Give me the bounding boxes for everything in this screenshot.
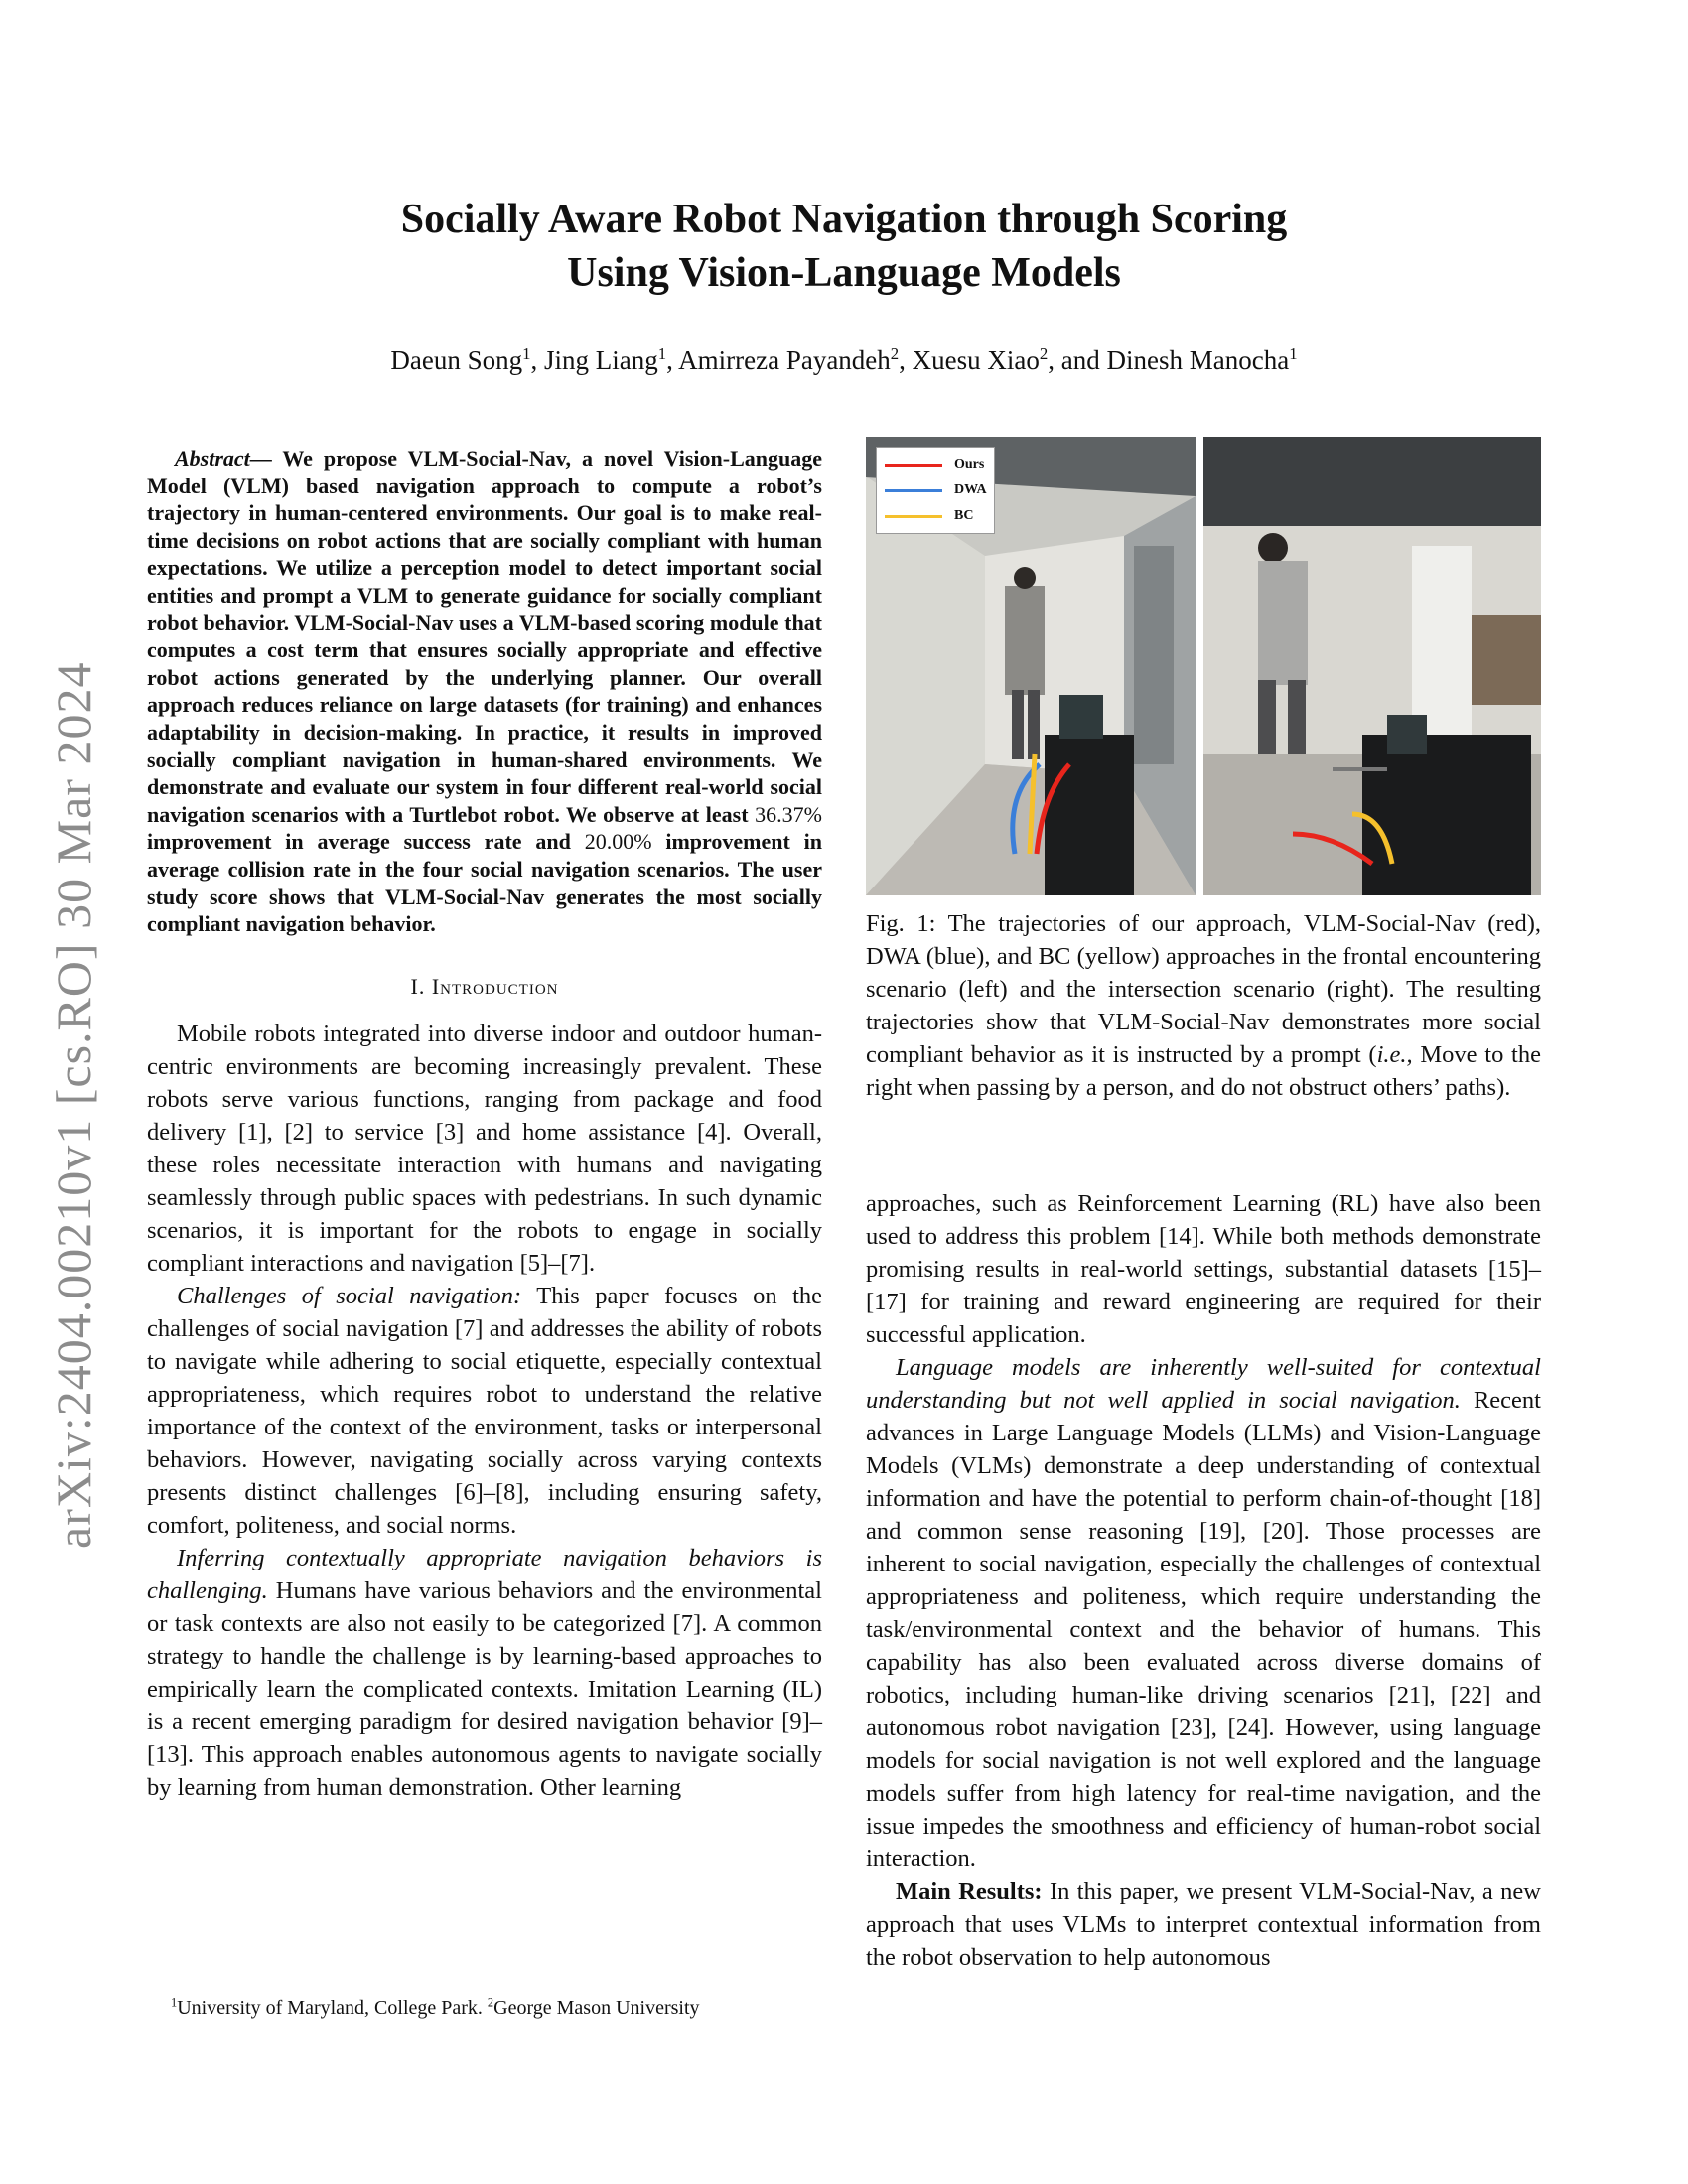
- author-separator: ,: [530, 345, 544, 375]
- author-list: [199, 345, 1489, 376]
- abstract-text: improvement in average collision rate in the four social navigation scenarios. The user study score shows that VLM-Social-Nav generates the most socially compliant navigation behavior.: [147, 829, 823, 937]
- section-title: Introduction: [431, 973, 559, 999]
- abstract-text: improvement in average success rate and: [147, 829, 585, 855]
- author-separator: , and: [1048, 345, 1107, 375]
- paragraph-text: In this paper, we present VLM-Social-Nav, a new approach that uses VLMs to interpret contextual information from the robot observation to help autonomous: [866, 1878, 1541, 1971]
- title-line-2: Using Vision-Language Models: [567, 250, 1121, 296]
- paragraph-text: This paper focuses on the challenges of social navigation [7] and addresses the ability of robots to navigate while adhering to social etiquette, especially contextual appropriateness, which requires robot to understand the relative importance of the context of the environment, tasks or interpersonal behaviors. However, navigating socially across varying contexts presents distinct challenges [6]–[8], including ensuring safety, comfort, politeness, and social norms.: [147, 1282, 822, 1539]
- author-name: Dinesh Manocha: [1106, 345, 1290, 375]
- footnote-mark: 2: [487, 1995, 494, 2010]
- abstract-success-rate-value: 36.37%: [755, 801, 822, 827]
- figure-1: [866, 437, 1541, 895]
- caption-text: Move to the right when passing by a person, and do not obstruct others’ paths).: [866, 1041, 1541, 1101]
- paragraph-lead: Inferring contextually appropriate navigation behaviors is challenging.: [147, 1544, 822, 1604]
- author-affiliation-mark: 1: [522, 344, 531, 363]
- figure-legend: [876, 447, 995, 534]
- footnote-mark: 1: [171, 1995, 178, 2010]
- legend-label: Ours: [954, 457, 985, 472]
- footnote-affiliation: University of Maryland, College Park.: [177, 1997, 488, 2019]
- author-name: Jing Liang: [544, 345, 658, 375]
- section-numeral: I.: [410, 973, 432, 999]
- intro-paragraph-4: approaches, such as Reinforcement Learning (RL) have also been used to address this problem [14]. While both methods demonstrate promising results in real-world settings, substantial datasets [15]–[17] for training and reward engineering are required for their successful application.: [866, 1190, 1541, 1348]
- intro-paragraph-1: Mobile robots integrated into diverse indoor and outdoor human-centric environments are becoming increasingly prevalent. These robots serve various functions, ranging from package and food delivery [1], [2] to service [3] and home assistance [4]. Overall, these roles necessitate interaction with humans and navigating seamlessly through public spaces with pedestrians. In such dynamic scenarios, it is important for the robots to engage in socially compliant interactions and navigation [5]–[7].: [147, 1020, 822, 1277]
- paragraph-lead: Main Results:: [896, 1878, 1043, 1905]
- author-name: Xuesu Xiao: [912, 345, 1040, 375]
- section-heading-introduction: [147, 974, 822, 1000]
- caption-text: Fig. 1: The trajectories of our approach, VLM-Social-Nav (red), DWA (blue), and BC (yellow) approaches in the frontal encountering scenario (left) and the intersection scenario (right). The resulting trajectories show that VLM-Social-Nav demonstrates more social compliant behavior as it is instructed by a prompt (: [866, 910, 1541, 1068]
- paragraph-text: Recent advances in Large Language Models (LLMs) and Vision-Language Models (VLMs) demonstrate a deep understanding of contextual information and have the potential to perform chain-of-thought [18] and common sense reasoning [19], [20]. Those processes are inherent to social navigation, especially the challenges of contextual appropriateness and politeness, which require understanding the task/environmental context and the behavior of humans. This capability has also been evaluated across diverse domains of robotics, including human-like driving scenarios [21], [22] and autonomous robot navigation [23], [24]. However, using language models for social navigation is not well explored and the language models suffer from high latency for real-time navigation, and the issue impedes the smoothness and efficiency of human-robot social interaction.: [866, 1387, 1541, 1872]
- author-name: Amirreza Payandeh: [678, 345, 891, 375]
- author-affiliation-mark: 2: [1039, 344, 1049, 363]
- author-separator: ,: [899, 345, 913, 375]
- intersection-photo: [1203, 437, 1541, 895]
- paragraph-lead: Language models are inherently well-suited for contextual understanding but not well applied in social navigation.: [866, 1354, 1541, 1414]
- intro-paragraph-6: [866, 1875, 1541, 1974]
- legend-label: DWA: [954, 482, 987, 497]
- abstract-label: Abstract: [175, 446, 250, 471]
- figure-1-caption: [866, 907, 1541, 1104]
- abstract-collision-rate-value: 20.00%: [584, 829, 652, 855]
- author-affiliation-mark: 1: [1289, 344, 1298, 363]
- legend-item-bc: [885, 505, 973, 527]
- intro-paragraph-2: [147, 1280, 822, 1542]
- legend-swatch-red: [885, 464, 942, 467]
- affiliation-footnote: [171, 1997, 826, 2020]
- legend-label: BC: [954, 508, 974, 523]
- arxiv-identifier-stamp: arXiv:2404.00210v1 [cs.RO] 30 Mar 2024: [46, 661, 101, 1549]
- intersection-image: [1203, 437, 1541, 895]
- paper-title: [248, 193, 1440, 300]
- right-column: [866, 1187, 1541, 1974]
- author-affiliation-mark: 1: [657, 344, 667, 363]
- left-column: [147, 445, 822, 1804]
- intro-paragraph-3: [147, 1542, 822, 1804]
- legend-item-dwa: [885, 479, 987, 501]
- abstract-text: We propose VLM-Social-Nav, a novel Vision-Language Model (VLM) based navigation approach to compute a robot’s trajectory in human-centered environments. Our goal is to make real-time decisions on robot actions that are socially compliant with human expectations. We utilize a perception model to detect important social entities and prompt a VLM to generate guidance for socially compliant robot behavior. VLM-Social-Nav uses a VLM-based scoring module that computes a cost term that ensures socially appropriate and effective robot actions generated by the underlying planner. Our overall approach reduces reliance on large datasets (for training) and enhances adaptability in decision-making. In practice, it results in improved socially compliant navigation in human-shared environments. We demonstrate and evaluate our system in four different real-world social navigation scenarios with a Turtlebot robot. We observe at least: [147, 446, 822, 827]
- paragraph-lead: Challenges of social navigation:: [177, 1282, 522, 1309]
- author-separator: ,: [666, 345, 679, 375]
- caption-italic: i.e.,: [1376, 1041, 1413, 1068]
- legend-swatch-blue: [885, 489, 942, 492]
- abstract-paragraph: [147, 445, 822, 938]
- author-name: Daeun Song: [390, 345, 523, 375]
- footnote-affiliation: George Mason University: [493, 1997, 700, 2019]
- legend-item-ours: [885, 454, 984, 476]
- abstract-dash: —: [249, 446, 283, 471]
- paragraph-text: Humans have various behaviors and the environmental or task contexts are also not easily to be categorized [7]. A common strategy to handle the challenge is by learning-based approaches to empirically learn the complicated contexts. Imitation Learning (IL) is a recent emerging paradigm for desired navigation behavior [9]–[13]. This approach enables autonomous agents to navigate socially by learning from human demonstration. Other learning: [147, 1576, 822, 1801]
- title-line-1: Socially Aware Robot Navigation through Scoring: [400, 197, 1288, 242]
- author-affiliation-mark: 2: [890, 344, 900, 363]
- legend-swatch-yellow: [885, 515, 942, 518]
- intro-paragraph-5: [866, 1351, 1541, 1875]
